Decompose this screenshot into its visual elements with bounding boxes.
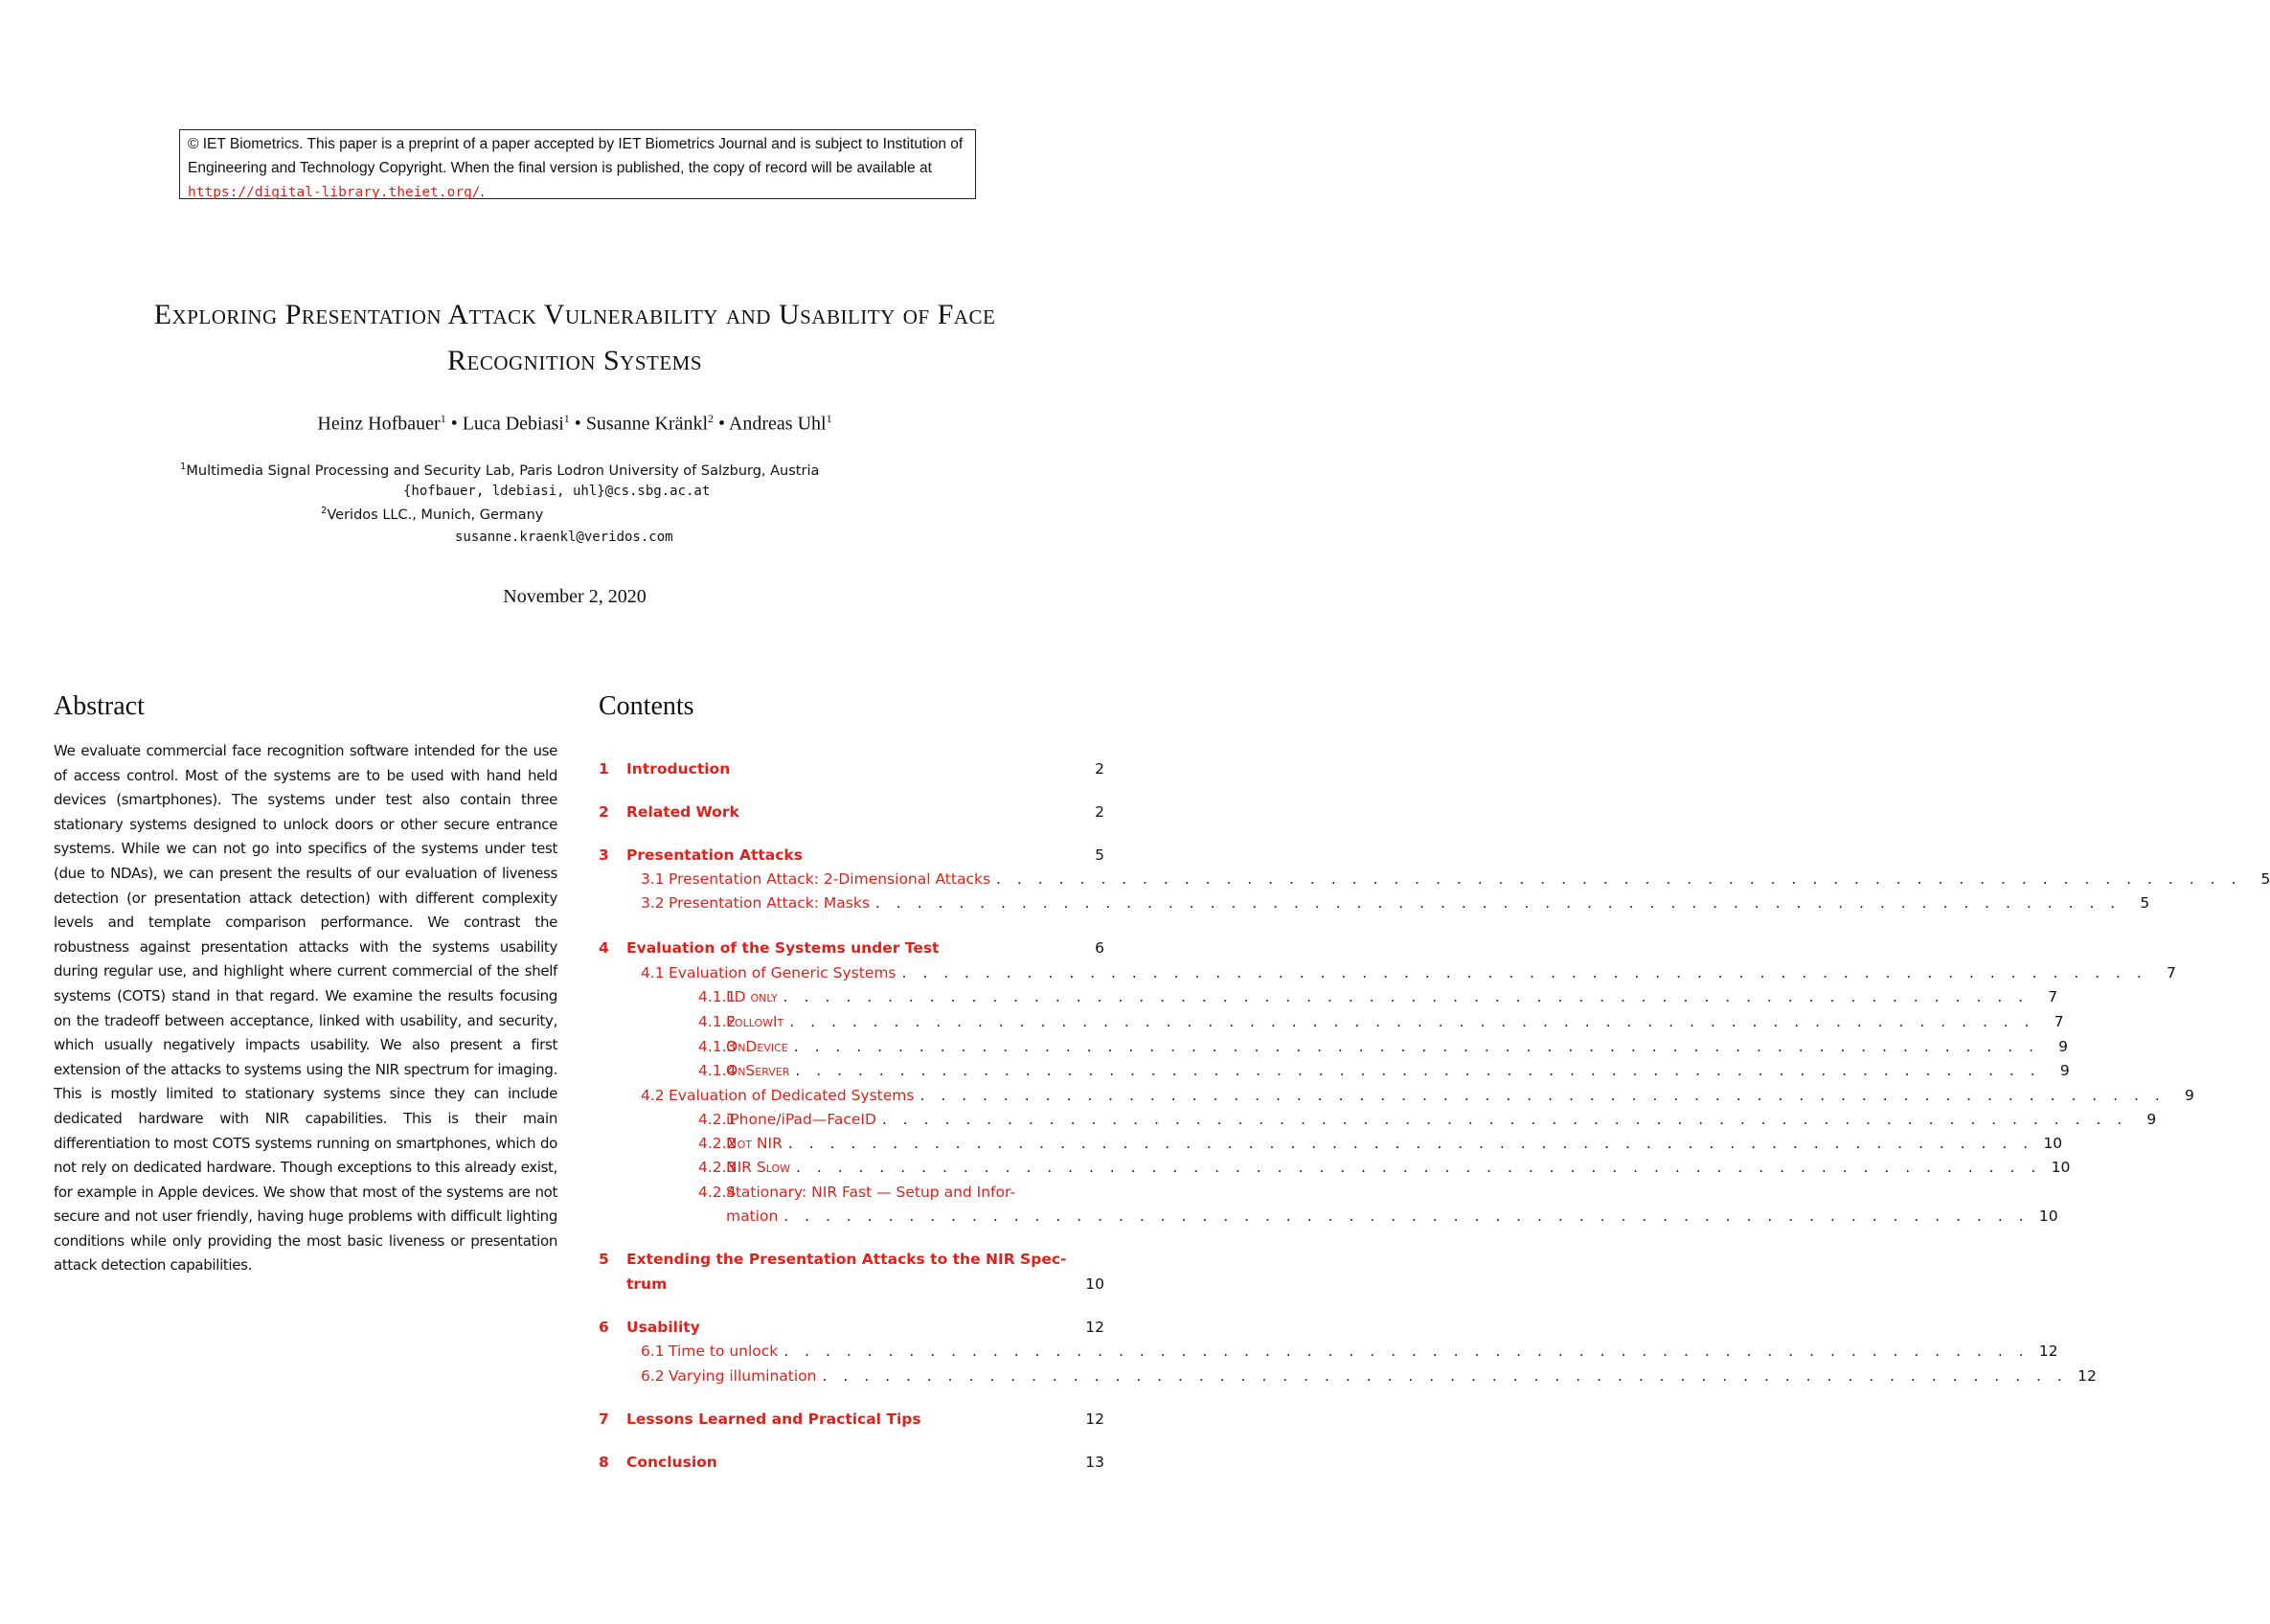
toc-entry-page: 6	[1095, 939, 1104, 957]
toc-entry-number: 4.1	[641, 964, 665, 981]
toc-entry-page: 7	[2054, 1013, 2064, 1030]
toc-leader-dots: . . . . . . . . . . . . . . . . . . . . . . . . . . . . . . . . . . . . . . . . . . . . . . . . . . . . . . . . . . . .	[901, 964, 2147, 981]
toc-entry-page: 12	[2038, 1342, 2058, 1360]
toc-entry-label[interactable]: Evaluation of Dedicated Systems	[669, 1087, 919, 1104]
toc-entry[interactable]	[599, 1410, 1104, 1433]
toc-entry-label[interactable]: LD only	[726, 988, 783, 1005]
toc-entry-number: 4.1.1	[698, 988, 737, 1005]
toc-entry[interactable]	[599, 1062, 2070, 1085]
abstract-heading: Abstract	[54, 691, 145, 721]
toc-entry-page: 5	[2260, 870, 2270, 888]
toc-leader-dots: . . . . . . . . . . . . . . . . . . . . . . . . . . . . . . . . . . . . . . . . . . . . . . . . . . . . . . . . . . . .	[874, 894, 2122, 912]
toc-entry-page: 5	[1095, 846, 1104, 864]
toc-entry[interactable]	[599, 1013, 2064, 1036]
toc-entry-number: 4.2.4	[698, 1184, 737, 1201]
toc-entry[interactable]	[599, 1454, 1104, 1477]
toc-entry[interactable]	[599, 1275, 1104, 1298]
toc-entry[interactable]	[599, 1251, 1104, 1274]
toc-entry[interactable]	[599, 1159, 2071, 1182]
toc-entry-label[interactable]: Lessons Learned and Practical Tips	[626, 1410, 927, 1428]
toc-leader-dots: . . . . . . . . . . . . . . . . . . . . . . . . . . . . . . . . . . . . . . . . . . . . . . . . . . . . . . . . . . . .	[881, 1111, 2128, 1128]
author-separator: •	[569, 413, 586, 435]
toc-entry-page: 12	[1085, 1319, 1104, 1336]
notice-end: .	[480, 184, 485, 200]
toc-leader-dots: . . . . . . . . . . . . . . . . . . . . . . . . . . . . . . . . . . . . . . . . . . . . . . . . . . . . . . . . . . . .	[919, 1087, 2166, 1104]
toc-entry[interactable]	[599, 1342, 2058, 1365]
toc-entry[interactable]	[599, 870, 2270, 893]
toc-entry-label[interactable]: OnDevice	[726, 1038, 794, 1055]
toc-entry-number: 4.2.1	[698, 1111, 737, 1128]
toc-leader-dots: . . . . . . . . . . . . . . . . . . . . . . . . . . . . . . . . . . . . . . . . . . . . . . . . . . . . . . . . . . . .	[783, 988, 2030, 1005]
toc-leader-dots: . . . . . . . . . . . . . . . . . . . . . . . . . . . . . . . . . . . . . . . . . . . . . . . . . . . . . . . . . . . .	[783, 1207, 2030, 1225]
toc-entry-page: 10	[2038, 1207, 2058, 1225]
toc-entry-page: 7	[2048, 988, 2058, 1005]
toc-leader-dots: . . . . . . . . . . . . . . . . . . . . . . . . . . . . . . . . . . . . . . . . . . . . . . . . . . . . . . . . . . . .	[793, 1038, 2040, 1055]
toc-entry[interactable]	[599, 939, 1104, 962]
toc-entry[interactable]	[599, 846, 1104, 869]
author-name: Susanne Kränkl	[585, 413, 709, 435]
author-affiliation-mark: 1	[826, 412, 832, 425]
author-separator: •	[445, 413, 463, 435]
toc-entry-label[interactable]: Usability	[626, 1319, 706, 1336]
toc-entry-number: 6	[599, 1319, 609, 1336]
toc-entry-label[interactable]: Introduction	[626, 760, 736, 778]
affiliation-text: Veridos LLC., Munich, Germany	[327, 507, 544, 523]
toc-entry[interactable]	[599, 1184, 1104, 1207]
toc-entry-number: 3	[599, 846, 609, 864]
toc-entry-number: 6.2	[641, 1367, 665, 1385]
author-affiliation-mark: 2	[708, 412, 715, 425]
toc-entry[interactable]	[599, 988, 2058, 1011]
toc-entry[interactable]	[599, 1319, 1104, 1342]
author-name: Andreas Uhl	[728, 413, 827, 435]
toc-entry-number: 2	[599, 803, 609, 821]
toc-leader-dots: . . . . . . . . . . . . . . . . . . . . . . . . . . . . . . . . . . . . . . . . . . . . . . . . . . . . . . . . . . . .	[783, 1342, 2030, 1360]
affiliation-mark: 1	[180, 462, 187, 472]
affiliation-2	[321, 506, 543, 523]
affiliation-mark: 2	[321, 506, 328, 516]
toc-entry-label[interactable]: mation	[726, 1207, 783, 1225]
toc-entry-number: 4.1.3	[698, 1038, 737, 1055]
author-affiliation-mark: 1	[563, 412, 570, 425]
author-affiliation-mark: 1	[440, 412, 446, 425]
toc-entry-label[interactable]: Varying illumination	[669, 1367, 823, 1385]
toc-leader-dots: . . . . . . . . . . . . . . . . . . . . . . . . . . . . . . . . . . . . . . . . . . . . . . . . . . . . . . . . . . . .	[787, 1135, 2034, 1152]
paper-title-line-1: Exploring Presentation Attack Vulnerability and Usability of Face	[153, 299, 996, 330]
author-list	[57, 412, 1092, 436]
publication-date: November 2, 2020	[503, 586, 647, 607]
toc-entry-page: 2	[1095, 760, 1104, 778]
toc-entry[interactable]	[599, 1087, 2194, 1110]
toc-entry-number: 3.2	[641, 894, 665, 912]
contents-heading: Contents	[599, 691, 694, 721]
toc-entry-label[interactable]: iPhone/iPad—FaceID	[726, 1111, 882, 1128]
toc-entry[interactable]	[599, 1111, 2157, 1134]
toc-entry-page: 10	[1085, 1275, 1104, 1293]
paper-title-line-2: Recognition Systems	[446, 345, 703, 376]
toc-leader-dots: . . . . . . . . . . . . . . . . . . . . . . . . . . . . . . . . . . . . . . . . . . . . . . . . . . . . . . . . . . . .	[996, 870, 2242, 888]
toc-entry-label[interactable]: Evaluation of Generic Systems	[669, 964, 902, 981]
toc-leader-dots: . . . . . . . . . . . . . . . . . . . . . . . . . . . . . . . . . . . . . . . . . . . . . . . . . . . . . . . . . . . .	[795, 1159, 2042, 1176]
toc-entry-number: 4	[599, 939, 609, 957]
toc-leader-dots: . . . . . . . . . . . . . . . . . . . . . . . . . . . . . . . . . . . . . . . . . . . . . . . . . . . . . . . . . . . .	[789, 1013, 2035, 1030]
toc-entry-page: 12	[2077, 1367, 2097, 1385]
toc-entry[interactable]	[599, 894, 2150, 917]
affiliation-1-email[interactable]: {hofbauer, ldebiasi, uhl}@cs.sbg.ac.at	[403, 484, 711, 499]
author-separator: •	[714, 413, 729, 435]
toc-entry[interactable]	[599, 1038, 2069, 1061]
toc-entry-page: 13	[1085, 1454, 1104, 1471]
toc-entry-page: 10	[2043, 1135, 2063, 1152]
toc-entry[interactable]	[599, 1135, 2063, 1158]
toc-entry-number: 5	[599, 1251, 609, 1268]
toc-entry[interactable]	[599, 964, 2176, 987]
toc-entry-number: 8	[599, 1454, 609, 1471]
toc-entry-page: 7	[2166, 964, 2176, 981]
toc-entry-page: 12	[1085, 1410, 1104, 1428]
toc-entry[interactable]	[599, 803, 1104, 826]
toc-entry-label[interactable]: Stationary: NIR Fast — Setup and Infor-	[726, 1184, 1021, 1201]
toc-entry-label[interactable]: FollowIt	[726, 1013, 789, 1030]
toc-entry-number: 6.1	[641, 1342, 665, 1360]
abstract-body: We evaluate commercial face recognition software intended for the use of access control. Most of the systems are to be used with hand held devices (smartphones). The systems under test also contain three stationary systems designed to unlock doors or other secure entrance systems. While we can not go into specifics of the systems under test (due to NDAs), we can present the results of our evaluation of liveness detection (or presentation attack detection) with different complexity levels and template comparison performance. We contrast the robustness against presentation attacks with the systems usability during regular use, and highlight where current commercial of the shelf systems (COTS) stand in that regard. We examine the results focusing on the tradeoff between acceptance, linked with usability, and security, which usually negatively impacts usability. We also present a first extension of the attacks to systems using the NIR spectrum for imaging. This is mostly limited to stationary systems since they can include dedicated hardware with NIR capabilities. This is their main differentiation to most COTS systems running on smartphones, which do not rely on dedicated hardware. Though exceptions to this already exist, for example in Apple devices. We show that most of the systems are not secure and not user friendly, having huge problems with difficult lighting conditions while only providing the most basic liveness or presentation attack detection capabilities.	[54, 742, 557, 1274]
toc-entry-label[interactable]: Evaluation of the Systems under Test	[626, 939, 944, 957]
toc-entry-page: 2	[1095, 803, 1104, 821]
toc-entry[interactable]	[599, 1207, 2058, 1230]
toc-entry-number: 4.1.4	[698, 1062, 737, 1079]
toc-entry-number: 3.1	[641, 870, 665, 888]
toc-entry-page: 10	[2051, 1159, 2071, 1176]
toc-entry-label[interactable]: Not NIR	[726, 1135, 788, 1152]
toc-entry-label[interactable]: OnServer	[726, 1062, 795, 1079]
author-name: Luca Debiasi	[462, 413, 564, 435]
author-name: Heinz Hofbauer	[317, 413, 441, 435]
toc-entry-page: 5	[2140, 894, 2150, 912]
toc-entry-label[interactable]: Time to unlock	[669, 1342, 783, 1360]
toc-entry-label[interactable]: Presentation Attacks	[626, 846, 808, 864]
affiliation-1	[180, 462, 819, 479]
toc-entry-page: 9	[2059, 1062, 2070, 1079]
toc-entry-number: 4.2.3	[698, 1159, 737, 1176]
toc-entry-label[interactable]: trum	[626, 1275, 672, 1293]
affiliation-2-email[interactable]: susanne.kraenkl@veridos.com	[455, 530, 673, 545]
toc-entry[interactable]	[599, 760, 1104, 783]
notice-text: © IET Biometrics. This paper is a preprint of a paper accepted by IET Biometrics Journal and is subject to Institution of Engineering and Technology Copyright. When the final version is published, the copy of record will be available at	[188, 136, 964, 176]
toc-entry-number: 1	[599, 760, 609, 778]
toc-entry-page: 9	[2058, 1038, 2069, 1055]
toc-entry-label[interactable]: NIR Slow	[726, 1159, 796, 1176]
toc-entry-label[interactable]: Presentation Attack: 2-Dimensional Attacks	[669, 870, 996, 888]
toc-leader-dots: . . . . . . . . . . . . . . . . . . . . . . . . . . . . . . . . . . . . . . . . . . . . . . . . . . . . . . . . . . . .	[795, 1062, 2041, 1079]
toc-entry-number: 7	[599, 1410, 609, 1428]
toc-entry-label[interactable]: Conclusion	[626, 1454, 723, 1471]
toc-entry-page: 9	[2146, 1111, 2157, 1128]
toc-entry-page: 9	[2184, 1087, 2194, 1104]
toc-entry-label[interactable]: Related Work	[626, 803, 745, 821]
toc-entry-number: 4.1.2	[698, 1013, 737, 1030]
toc-entry-number: 4.2.2	[698, 1135, 737, 1152]
toc-entry-label[interactable]: Extending the Presentation Attacks to the NIR Spec-	[626, 1251, 1072, 1268]
affiliation-text: Multimedia Signal Processing and Security Lab, Paris Lodron University of Salzburg, Austria	[186, 462, 820, 479]
copyright-notice	[179, 129, 976, 199]
toc-entry-label[interactable]: Presentation Attack: Masks	[669, 894, 875, 912]
notice-url-link[interactable]: https://digital-library.theiet.org/	[188, 185, 481, 200]
toc-entry-number: 4.2	[641, 1087, 665, 1104]
toc-entry[interactable]	[599, 1367, 2097, 1390]
toc-leader-dots: . . . . . . . . . . . . . . . . . . . . . . . . . . . . . . . . . . . . . . . . . . . . . . . . . . . . . . . . . . . .	[822, 1367, 2068, 1385]
